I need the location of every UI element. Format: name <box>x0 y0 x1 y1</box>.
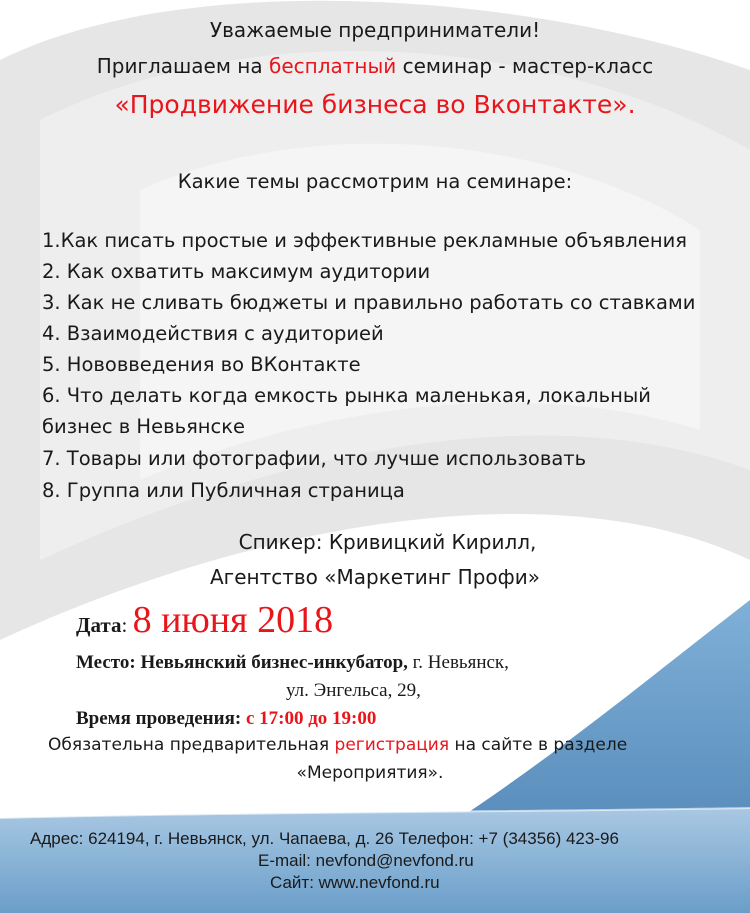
topic-item: 3. Как не сливать бюджеты и правильно работать со ставками <box>42 291 696 314</box>
date-line <box>76 598 333 642</box>
place-label: Место: Невьянский бизнес-инкубатор, <box>76 652 408 673</box>
time-line <box>76 708 376 730</box>
topic-item: 5. Нововведения во ВКонтакте <box>42 353 361 376</box>
registration-section[interactable]: «Мероприятия». <box>296 763 444 783</box>
registration-line <box>48 735 627 755</box>
topic-item: 2. Как охватить максимум аудитории <box>42 260 431 283</box>
invite-suffix: семинар - мастер-класс <box>396 54 654 78</box>
topics-heading: Какие темы рассмотрим на семинаре: <box>177 170 573 193</box>
place-city: г. Невьянск, <box>407 652 509 673</box>
invite-highlight: бесплатный <box>268 54 397 78</box>
speaker-agency: Агентство «Маркетинг Профи» <box>210 565 540 589</box>
registration-suffix: на сайте в разделе <box>449 735 628 755</box>
topic-item: 6. Что делать когда емкость рынка маленькая, локальный <box>42 384 651 407</box>
footer-address: Адрес: 624194, г. Невьянск, ул. Чапаева, д. 26 Телефон: +7 (34356) 423-96 <box>30 829 619 848</box>
seminar-title: «Продвижение бизнеса во Вконтакте». <box>114 90 636 119</box>
footer-email[interactable]: E-mail: nevfond@nevfond.ru <box>258 851 474 870</box>
place-line <box>76 652 509 674</box>
invite-prefix: Приглашаем на <box>96 54 269 78</box>
topic-item: 7. Товары или фотографии, что лучше использовать <box>42 447 587 470</box>
date-separator: : <box>121 613 133 637</box>
registration-prefix: Обязательна предварительная <box>48 735 335 755</box>
time-value: с 17:00 до 19:00 <box>241 708 377 729</box>
date-label: Дата <box>76 613 122 637</box>
topic-item: 4. Взаимодействия с аудиторией <box>42 322 384 345</box>
topic-item: 8. Группа или Публичная страница <box>42 479 405 502</box>
greeting: Уважаемые предприниматели! <box>209 18 541 42</box>
speaker-name: Спикер: Кривицкий Кирилл, <box>238 530 537 554</box>
topic-item: бизнес в Невьянске <box>42 415 246 438</box>
date-value: 8 июня 2018 <box>132 599 334 641</box>
invite-line <box>0 54 750 78</box>
time-label: Время проведения: <box>76 708 242 729</box>
registration-highlight[interactable]: регистрация <box>334 735 450 755</box>
footer-site[interactable]: Сайт: www.nevfond.ru <box>270 873 440 892</box>
place-street: ул. Энгельса, 29, <box>286 680 421 701</box>
topic-item: 1.Как писать простые и эффективные рекламные объявления <box>42 229 687 252</box>
